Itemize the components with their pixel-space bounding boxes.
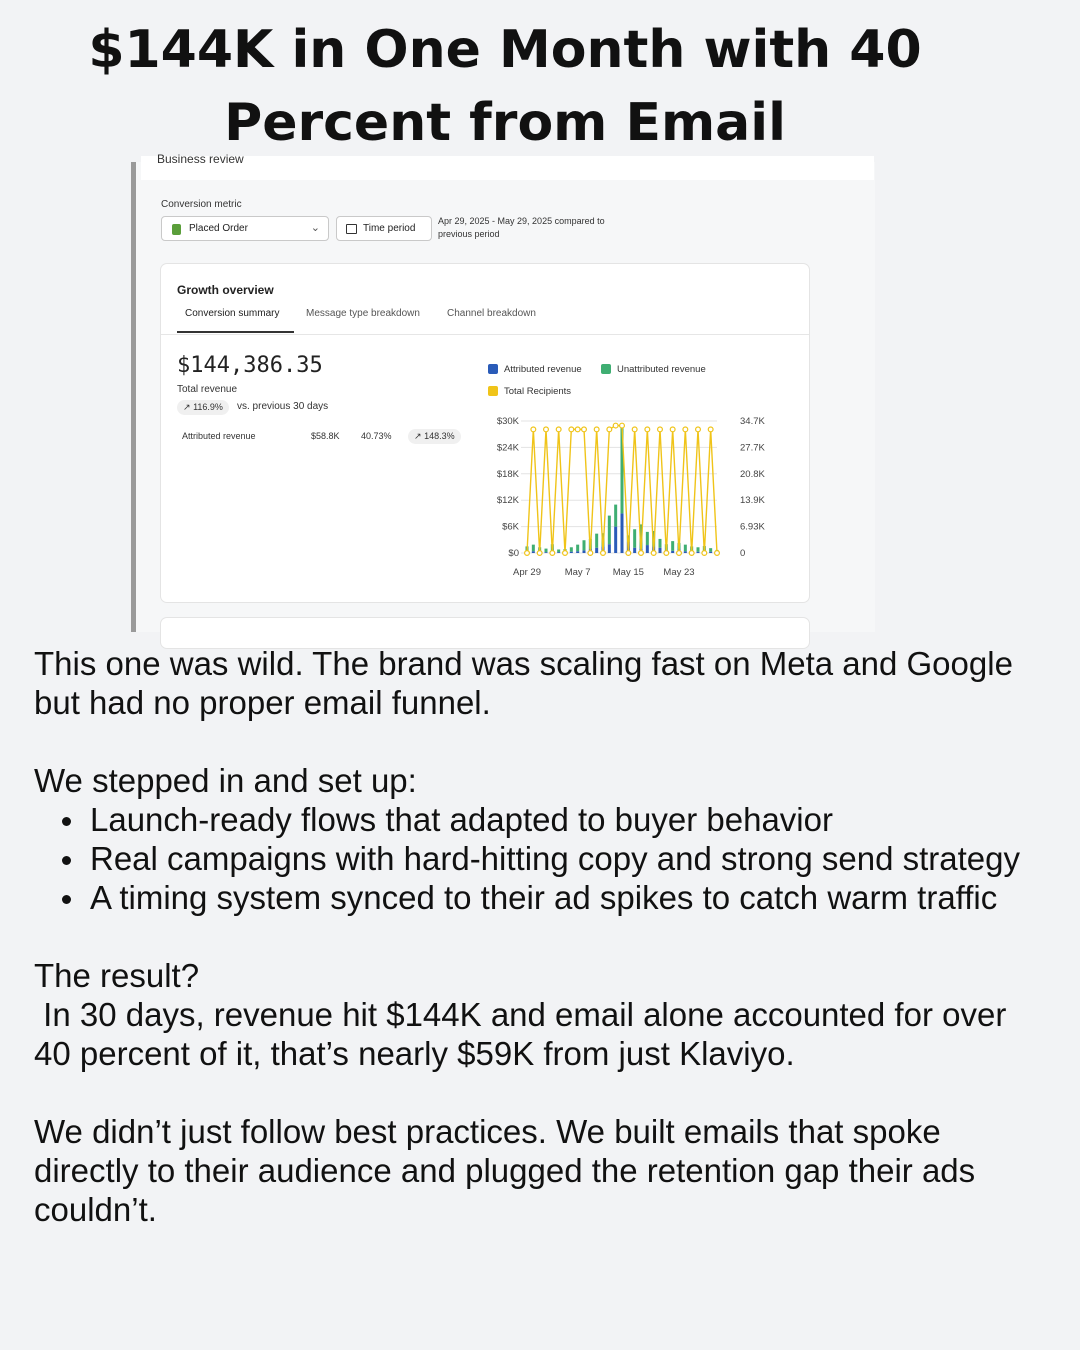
point-recipients (620, 423, 625, 428)
point-recipients (689, 551, 694, 556)
point-recipients (639, 551, 644, 556)
chevron-down-icon: ⌄ (310, 222, 320, 234)
bar-unattributed (684, 545, 687, 552)
bar-attributed (570, 552, 573, 553)
total-revenue-value: $144,386.35 (177, 353, 323, 378)
list-item: Launch-ready flows that adapted to buyer behavior (90, 800, 1044, 839)
bar-unattributed (633, 529, 636, 547)
point-recipients (613, 423, 618, 428)
tab-conversion-summary[interactable]: Conversion summary (177, 308, 294, 333)
y-right-tick-label: 13.9K (740, 495, 765, 507)
point-recipients (607, 427, 612, 432)
post-body (34, 644, 1044, 1229)
bar-attributed (614, 527, 617, 553)
time-period-label: Time period (363, 223, 416, 234)
point-recipients (670, 427, 675, 432)
bar-unattributed (557, 549, 560, 552)
y-right-tick-label: 20.8K (740, 468, 765, 480)
bar-attributed (532, 551, 535, 553)
change-value: 116.9% (193, 402, 223, 412)
bar-unattributed (646, 532, 649, 545)
y-left-tick-label: $6K (502, 521, 519, 533)
y-left-tick-label: $24K (496, 442, 519, 454)
y-right-tick-label: 34.7K (740, 416, 765, 427)
y-left-tick-label: $30K (496, 416, 519, 427)
list-item: A timing system synced to their ad spikes to catch warm traffic (90, 878, 1044, 917)
setup-list (34, 800, 1044, 917)
bar-attributed (697, 552, 700, 553)
tab-channel-breakdown[interactable]: Channel breakdown (447, 308, 536, 319)
y-right-tick-label: 27.7K (740, 442, 765, 454)
bar-unattributed (709, 548, 712, 552)
bar-unattributed (545, 549, 548, 553)
result-paragraph: In 30 days, revenue hit $144K and email alone accounted for over 40 percent of it, that’s nearly $59K from just Klaviyo. (34, 996, 1016, 1072)
card-title: Growth overview (177, 283, 274, 297)
bar-attributed (709, 552, 712, 553)
bar-unattributed (697, 547, 700, 551)
point-recipients (696, 427, 701, 432)
attributed-revenue-value: $58.8K (311, 431, 340, 441)
point-recipients (594, 427, 599, 432)
point-recipients (531, 427, 536, 432)
point-recipients (683, 427, 688, 432)
select-value: Placed Order (189, 223, 248, 234)
point-recipients (525, 551, 530, 556)
bar-attributed (671, 551, 674, 553)
point-recipients (556, 427, 561, 432)
point-recipients (626, 551, 631, 556)
closing-paragraph: We didn’t just follow best practices. We built emails that spoke directly to their audience and plugged the retention gap their ads couldn’t. (34, 1113, 976, 1228)
headline: $144K in One Month with 40 Percent from Email (88, 20, 922, 153)
conversion-metric-select[interactable] (161, 216, 329, 241)
tab-message-type-breakdown[interactable]: Message type breakdown (306, 308, 420, 319)
point-recipients (575, 427, 580, 432)
bar-attributed (545, 552, 548, 553)
bar-attributed (595, 548, 598, 553)
point-recipients (537, 551, 542, 556)
y-left-tick-label: $0 (508, 548, 519, 559)
point-recipients (664, 551, 669, 556)
bar-attributed (557, 552, 560, 553)
bar-attributed (621, 513, 624, 553)
x-tick-label: May 7 (564, 567, 591, 578)
section-title-cut: Business review (157, 152, 244, 166)
y-left-tick-label: $18K (496, 468, 519, 480)
bar-unattributed (595, 534, 598, 548)
legend-recipients: Total Recipients (504, 386, 572, 397)
bar-unattributed (570, 547, 573, 551)
conversion-metric-label: Conversion metric (161, 199, 242, 210)
x-tick-label: Apr 29 (513, 567, 541, 578)
trend-up-icon: ↗ (183, 402, 191, 412)
point-recipients (677, 551, 682, 556)
bar-unattributed (614, 505, 617, 527)
result-heading: The result? (34, 957, 200, 994)
intro-paragraph: This one was wild. The brand was scaling fast on Meta and Google but had no proper email funnel. (34, 645, 1013, 721)
legend-attributed: Attributed revenue (504, 364, 582, 375)
point-recipients (715, 551, 720, 556)
bar-attributed (646, 545, 649, 553)
point-recipients (544, 427, 549, 432)
scrollbar[interactable] (131, 162, 136, 632)
calendar-icon (346, 224, 357, 234)
list-item: Real campaigns with hard-hitting copy and strong send strategy (90, 839, 1044, 878)
y-right-tick-label: 6.93K (740, 521, 765, 533)
point-recipients (563, 551, 568, 556)
point-recipients (588, 551, 593, 556)
attributed-change-value: 148.3% (424, 431, 455, 441)
bar-attributed (684, 551, 687, 553)
bar-unattributed (671, 541, 674, 551)
legend-unattributed: Unattributed revenue (617, 364, 706, 375)
bar-unattributed (583, 540, 586, 550)
point-recipients (645, 427, 650, 432)
setup-heading: We stepped in and set up: (34, 762, 417, 799)
x-tick-label: May 15 (612, 567, 644, 578)
point-recipients (702, 551, 707, 556)
bar-unattributed (532, 545, 535, 552)
bar-unattributed (576, 545, 579, 552)
trend-up-icon: ↗ (414, 431, 422, 441)
dashboard-screenshot (131, 152, 875, 632)
point-recipients (550, 551, 555, 556)
x-tick-label: May 23 (663, 567, 695, 578)
bar-attributed (659, 548, 662, 553)
revenue-chart (161, 264, 809, 602)
bar-attributed (583, 550, 586, 553)
point-recipients (632, 427, 637, 432)
bar-attributed (576, 551, 579, 553)
bar-attributed (608, 544, 611, 553)
date-range-text: Apr 29, 2025 - May 29, 2025 compared to previous period (438, 216, 605, 239)
bar-attributed (633, 548, 636, 553)
point-recipients (569, 427, 574, 432)
bar-unattributed (659, 539, 662, 548)
time-period-button[interactable] (336, 216, 432, 241)
growth-overview-card (161, 264, 809, 602)
point-recipients (658, 427, 663, 432)
attributed-revenue-label: Attributed revenue (182, 431, 256, 441)
point-recipients (708, 427, 713, 432)
top-card (141, 156, 874, 180)
y-left-tick-label: $12K (496, 495, 519, 507)
point-recipients (582, 427, 587, 432)
total-revenue-label: Total revenue (177, 384, 238, 395)
point-recipients (601, 551, 606, 556)
bar-unattributed (608, 516, 611, 545)
point-recipients (651, 551, 656, 556)
shopify-icon (172, 224, 181, 235)
y-right-tick-label: 0 (740, 548, 746, 559)
attributed-revenue-share: 40.73% (361, 431, 392, 441)
comparison-label: vs. previous 30 days (237, 401, 329, 412)
